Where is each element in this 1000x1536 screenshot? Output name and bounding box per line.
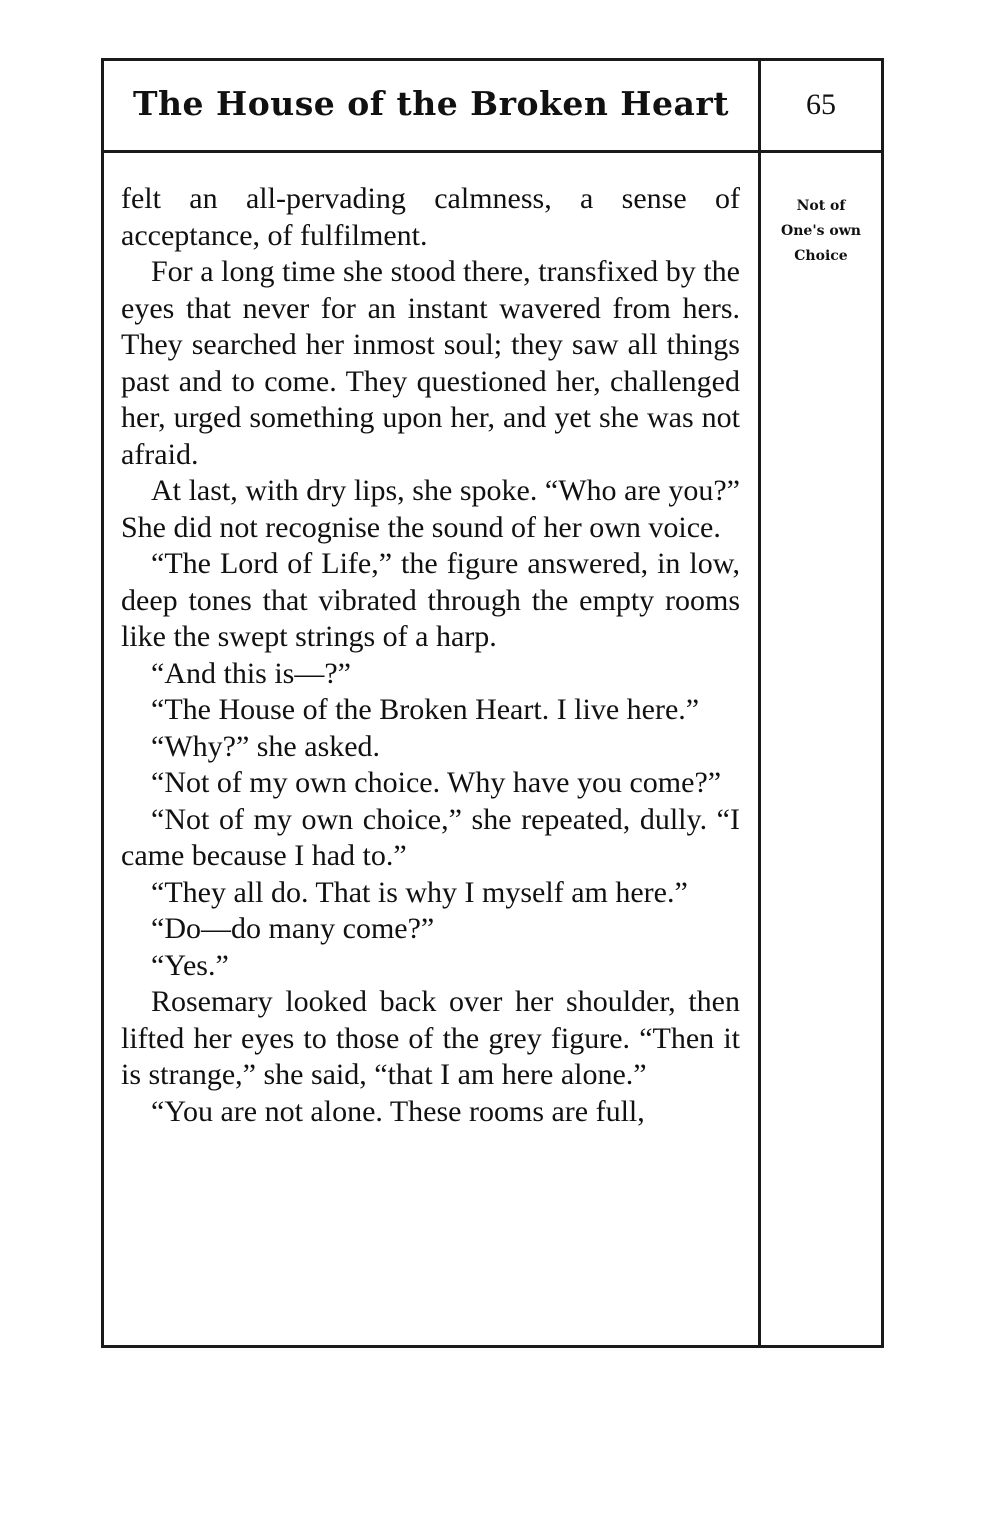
paragraph: At last, with dry lips, she spoke. “Who are you?” She did not recognise the sound of her own voice. <box>121 474 740 544</box>
paragraph: “Not of my own choice,” she repeated, dully. “I came because I had to.” <box>121 802 740 872</box>
paragraph: “Do—do many come?” <box>151 912 435 945</box>
paragraph: Rosemary looked back over her shoulder, then lifted her eyes to those of the grey figure. “Then it is strange,” she said, “that I am here alone.” <box>121 985 740 1091</box>
paragraph: “Not of my own choice. Why have you come?” <box>151 766 722 799</box>
paragraph: “The Lord of Life,” the figure answered, in low, deep tones that vibrated through the empty rooms like the swept strings of a harp. <box>121 547 740 653</box>
marginal-note-line: One's own <box>781 223 861 239</box>
paragraph: “The House of the Broken Heart. I live here.” <box>151 693 700 726</box>
paragraph: “Why?” she asked. <box>151 729 381 763</box>
marginal-note <box>764 194 878 269</box>
paragraph: “Yes.” <box>151 948 229 982</box>
paragraph: “And this is—?” <box>151 656 351 690</box>
margin-divider <box>758 58 761 1348</box>
paragraph: “You are not alone. These rooms are full, <box>151 1094 645 1128</box>
paragraph: felt an all-pervading calmness, a sense of acceptance, of fulfilment. <box>121 182 740 252</box>
page-number: 65 <box>806 88 836 121</box>
marginal-note-line: Choice <box>794 248 848 264</box>
body-text <box>121 181 740 1130</box>
marginal-note-line: Not of <box>796 198 846 214</box>
running-title: The House of the Broken Heart <box>132 84 729 123</box>
header-divider <box>101 150 884 153</box>
paragraph: “They all do. That is why I myself am here.” <box>151 875 688 909</box>
paragraph: For a long time she stood there, transfixed by the eyes that never for an instant wavered from hers. They searched her inmost soul; they saw all things past and to come. They questioned her, challenged her, urged something upon her, and yet she was not afraid. <box>121 255 740 471</box>
